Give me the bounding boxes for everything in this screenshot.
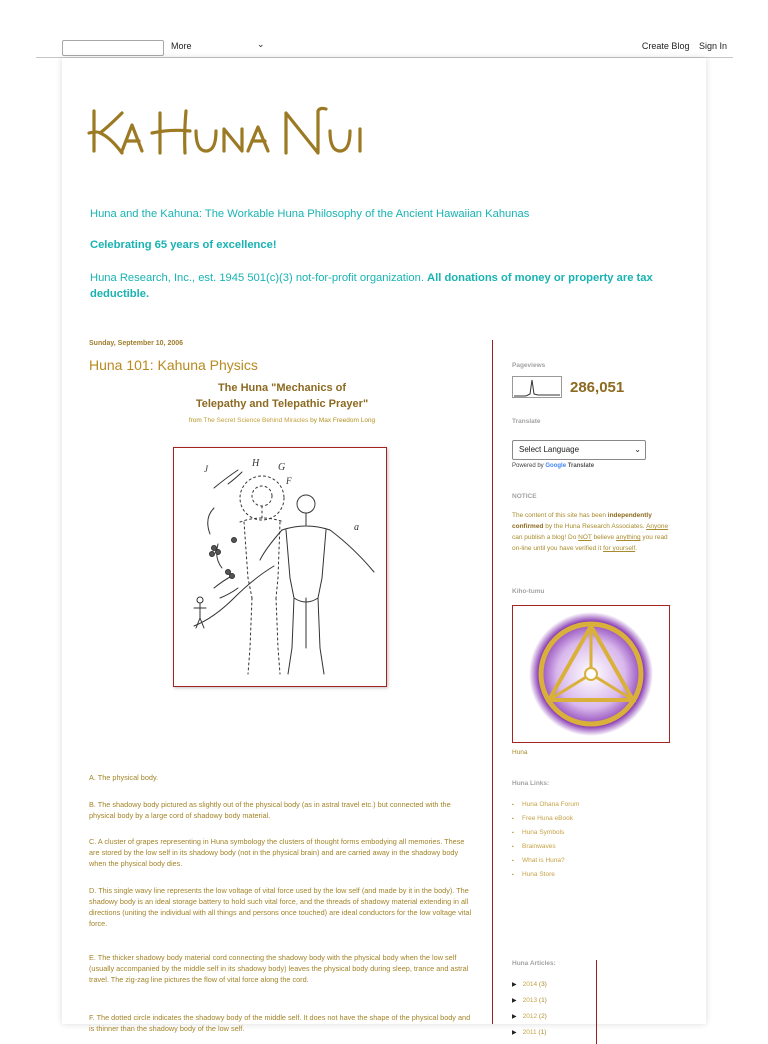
image-title-line-2: Telepathy and Telepathic Prayer" [195,398,369,410]
source-author: Max Freedom Long [318,417,376,424]
svg-text:G: G [278,462,286,473]
powered-by-google[interactable] [512,463,594,469]
notice-part-2: by the Huna Research Associates. [545,523,645,530]
notice-part-1: The content of this site has been [512,512,606,519]
notice-heading: NOTICE [512,493,537,500]
blog-logo[interactable] [86,103,386,168]
celebrating-line [90,237,670,253]
powered-by-text: Powered by [512,463,544,469]
org-description [90,270,670,302]
link-what-is-huna[interactable]: ▪ What is Huna? [512,854,579,868]
expand-triangle-icon[interactable]: ▶ [512,982,517,988]
google-logo-text: Google [545,463,567,469]
image-title [89,380,475,412]
translate-heading: Translate [512,418,541,425]
expand-triangle-icon[interactable]: ▶ [512,1014,517,1020]
archive-count: (3) [538,981,547,988]
donations-text: All donations of money or property are tax deductible. [90,272,653,300]
notice-text [512,510,672,554]
expand-triangle-icon[interactable]: ▶ [512,1030,517,1036]
para-a: A. The physical body. [89,773,159,782]
kiho-tumu-symbol [513,606,669,742]
navbar-search-input[interactable] [62,40,164,56]
archive-divider [596,960,597,1044]
para-c: C. A cluster of grapes representing in Huna symbology the clusters of thought forms embodying all memories. These are stored by the low self in its shadowy body (not in the physical brain) and are carried away in the shadowy body when the physical body dies. [89,837,465,868]
create-blog-link[interactable]: Create Blog [641,41,690,51]
link-huna-ohana-forum[interactable]: ▪ Huna Ohana Forum [512,798,579,812]
translate-word: Translate [567,463,595,469]
para-b: B. The shadowy body pictured as slightly out of the physical body (as in astral travel etc.) but connected with the physical body by a large cord of shadowy body material. [89,800,451,820]
language-select-value: Select Language [519,445,580,454]
svg-text:J: J [204,464,208,474]
pageviews-sparkline [512,376,562,398]
archive-row[interactable] [512,1009,547,1025]
para-e: E. The thicker shadowy body material cord connecting the shadowy body with the physical body when the low self (usually accompanied by the middle self in its shadowy body) leaves the physical body during sleep, trance and astral travel. The zig-zag line pictures the flow of vital force along the cord. [89,953,469,984]
para-d: D. This single wavy line represents the low voltage of vital force used by the low self (and made by it in the body). The shadowy body is an ideal storage battery to hold such vital force, and the threads of shadowy material extending in all directions (uniting the individual with all things and persons once touched) are ideal conductors for the low voltage vital force. [89,886,472,928]
huna-diagram-drawing [174,448,386,686]
archive-count: (2) [538,1013,547,1020]
archive-list [512,977,547,1041]
blog-page [62,58,706,1036]
pageviews-heading: Pageviews [512,362,546,369]
archive-year[interactable]: 2012 [522,1013,538,1020]
link-free-huna-ebook[interactable]: ▪ Free Huna eBook [512,812,579,826]
link-brainwaves[interactable]: ▪ Brainwaves [512,840,579,854]
post-date: Sunday, September 10, 2006 [89,340,184,347]
link-huna-store[interactable]: ▪ Huna Store [512,868,579,882]
archive-row[interactable] [512,993,547,1009]
archive-row[interactable] [512,977,547,993]
source-book-link[interactable]: The Secret Science Behind Miracles [203,417,309,424]
notice-anything: anything [615,534,641,541]
language-select[interactable] [512,440,646,460]
notice-part-6: . [635,545,638,552]
pageviews-count: 286,051 [570,379,625,396]
celebrating-text: Celebrating 65 years of excellence! [90,239,277,251]
links-heading: Huna Links: [512,780,550,787]
notice-part-5: you read on-line until you have verified it [512,534,668,552]
blog-title-logo [86,103,386,163]
huna-links-list [512,798,579,882]
source-from: from [188,417,202,424]
svg-text:H: H [252,458,260,469]
blogger-navbar [36,36,733,58]
notice-anyone: Anyone [646,523,669,530]
column-divider [492,340,493,1024]
link-huna-symbols[interactable]: ▪ Huna Symbols [512,826,579,840]
post-title[interactable]: Huna 101: Kahuna Physics [89,357,258,373]
kiho-caption: Huna [512,749,528,756]
notice-yourself: for yourself [603,545,636,552]
archive-year[interactable]: 2013 [522,997,538,1004]
svg-text:a: a [354,522,359,533]
sign-in-link[interactable]: Sign In [698,41,727,51]
kiho-tumu-image[interactable] [512,605,670,743]
archive-year[interactable]: 2011 [522,1029,537,1036]
notice-not: NOT [578,534,592,541]
articles-heading: Huna Articles: [512,960,556,967]
notice-part-4: believe [593,534,615,541]
kiho-heading: Kiho-tumu [512,588,545,595]
image-title-line-1: The Huna "Mechanics of [217,382,347,394]
archive-year[interactable]: 2014 [522,981,538,988]
expand-triangle-icon[interactable]: ▶ [512,998,517,1004]
notice-bold: independently confirmed [512,512,652,530]
chevron-down-icon: ⌄ [634,445,641,454]
archive-count: (1) [538,1029,547,1036]
source-by: by [310,417,317,424]
notice-part-3: can publish a blog! Do [512,534,577,541]
more-menu-label[interactable]: More [171,41,192,51]
archive-count: (1) [538,997,547,1004]
blog-post [89,340,475,1033]
para-f: F. The dotted circle indicates the shadowy body of the middle self. It does not have the shape of the physical body and is thinner than the shadowy body of the low self. [89,1013,471,1033]
archive-row[interactable] [512,1025,547,1041]
org-text: Huna Research, Inc., est. 1945 501(c)(3) not-for-profit organization. [90,272,424,284]
svg-text:F: F [286,476,292,486]
chevron-down-icon[interactable]: ⌄ [257,39,265,49]
huna-diagram-image[interactable] [173,447,387,687]
blog-tagline: Huna and the Kahuna: The Workable Huna Philosophy of the Ancient Hawaiian Kahunas [90,208,530,220]
image-source [89,417,475,424]
